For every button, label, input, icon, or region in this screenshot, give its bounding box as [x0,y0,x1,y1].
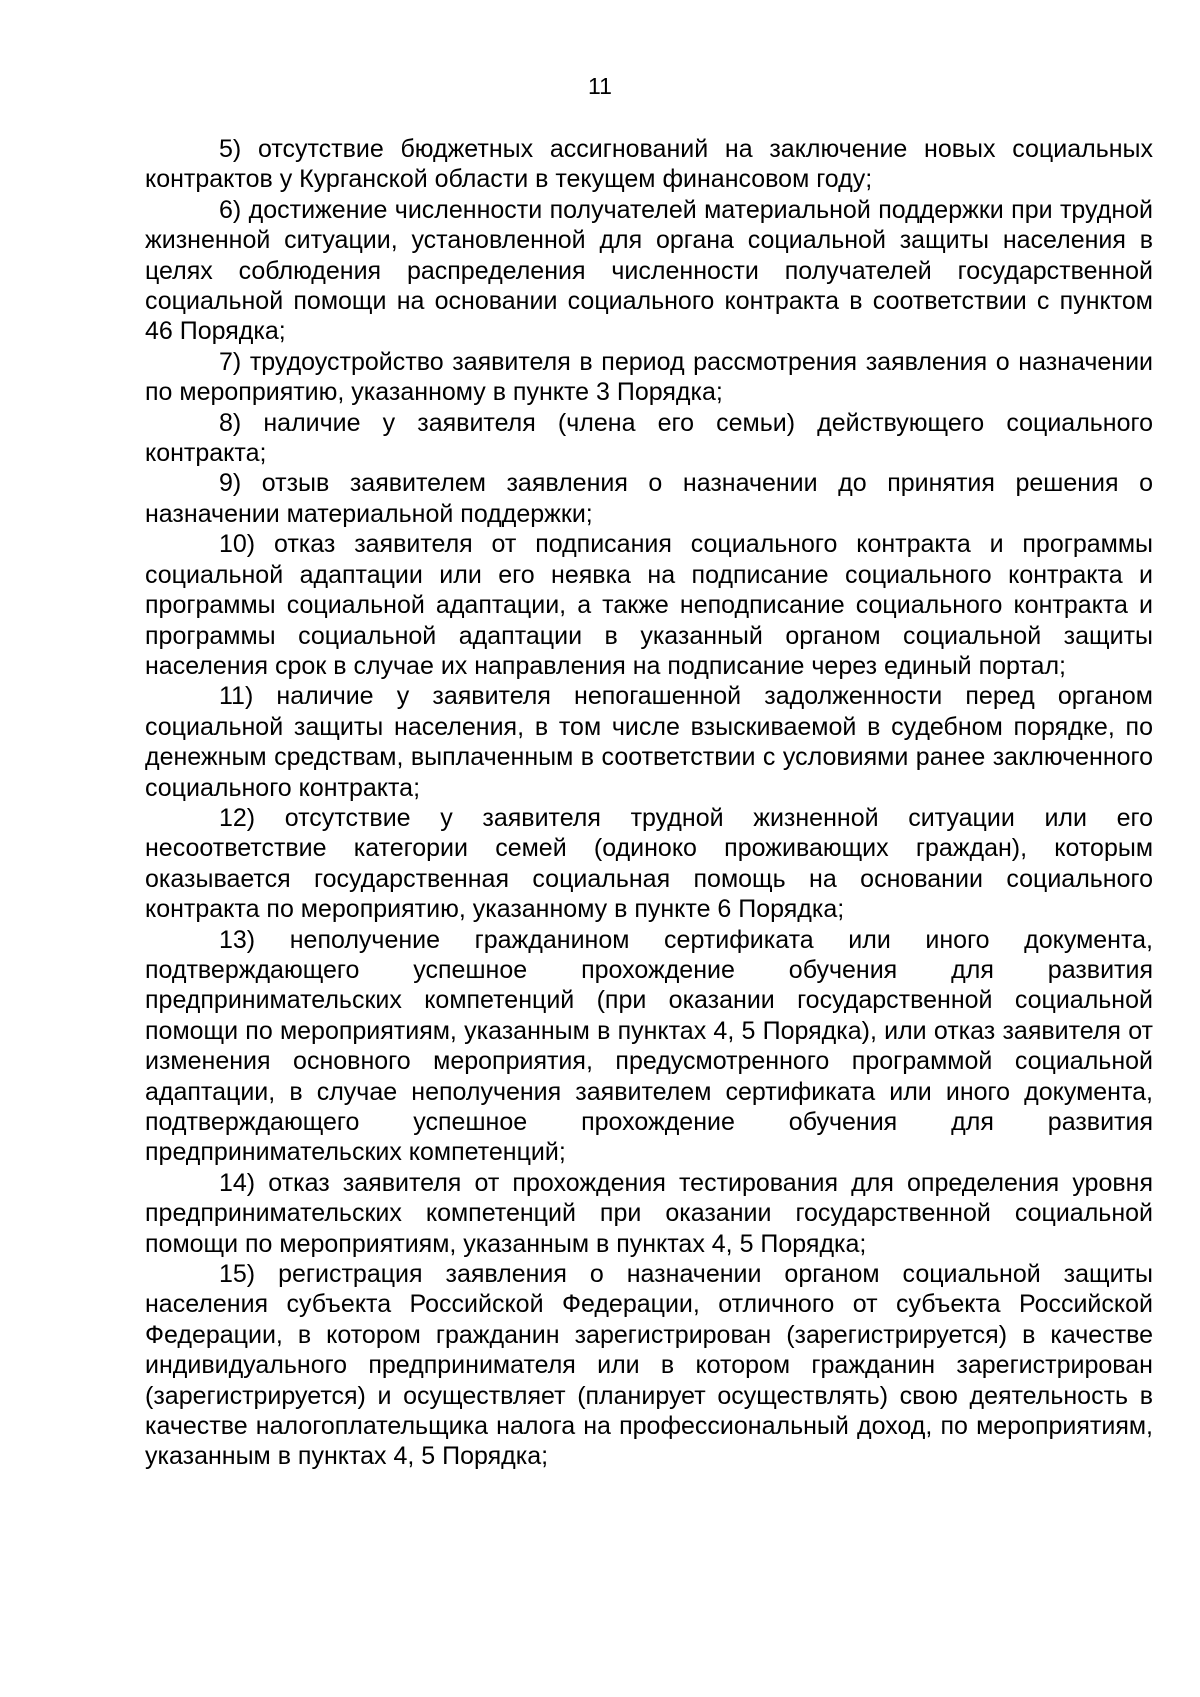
list-item-6: 6) достижение численности получателей материальной поддержки при трудной жизненной ситуации, установленной для органа социальной защиты населения в целях соблюдения распределения численности получателей государственной социальной помощи на основании социального контракта в соответствии с пунктом 46 Порядка; [145,195,1153,346]
document-body [145,134,1153,1472]
list-item-13: 13) неполучение гражданином сертификата или иного документа, подтверждающего успешное прохождение обучения для развития предпринимательских компетенций (при оказании государственной социальной помощи по мероприятиям, указанным в пунктах 4, 5 Порядка), или отказ заявителя от изменения основного мероприятия, предусмотренного программой социальной адаптации, в случае неполучения заявителем сертификата или иного документа, подтверждающего успешное прохождение обучения для развития предпринимательских компетенций; [145,925,1153,1167]
list-item-12: 12) отсутствие у заявителя трудной жизненной ситуации или его несоответствие категории семей (одиноко проживающих граждан), которым оказывается государственная социальная помощь на основании социального контракта по мероприятию, указанному в пункте 6 Порядка; [145,803,1153,924]
list-item-14: 14) отказ заявителя от прохождения тестирования для определения уровня предпринимательских компетенций при оказании государственной социальной помощи по мероприятиям, указанным в пунктах 4, 5 Порядка; [145,1168,1153,1258]
page-number: 11 [588,73,612,99]
list-item-9: 9) отзыв заявителем заявления о назначении до принятия решения о назначении материальной поддержки; [145,469,1153,528]
list-item-11: 11) наличие у заявителя непогашенной задолженности перед органом социальной защиты населения, в том числе взыскиваемой в судебном порядке, по денежным средствам, выплаченным в соответствии с условиями ранее заключенного социального контракта; [145,682,1153,802]
list-item-10: 10) отказ заявителя от подписания социального контракта и программы социальной адаптации или его неявка на подписание социального контракта и программы социальной адаптации, а также неподписание социального контракта и программы социальной адаптации в указанный органом социальной защиты населения срок в случае их направления на подписание через единый портал; [145,530,1153,680]
list-item-8: 8) наличие у заявителя (члена его семьи) действующего социального контракта; [145,408,1153,468]
list-item-7: 7) трудоустройство заявителя в период рассмотрения заявления о назначении по мероприятию, указанному в пункте 3 Порядка; [145,347,1153,407]
list-item-5: 5) отсутствие бюджетных ассигнований на заключение новых социальных контрактов у Курганской области в текущем финансовом году; [145,135,1153,194]
list-item-15: 15) регистрация заявления о назначении органом социальной защиты населения субъекта Российской Федерации, отличного от субъекта Российской Федерации, в котором гражданин зарегистрирован (зарегистрируется) в качестве индивидуального предпринимателя или в котором гражданин зарегистрирован (зарегистрируется) и осуществляет (планирует осуществлять) свою деятельность в качестве налогоплательщика налога на профессиональный доход, по мероприятиям, указанным в пунктах 4, 5 Порядка; [145,1260,1153,1471]
